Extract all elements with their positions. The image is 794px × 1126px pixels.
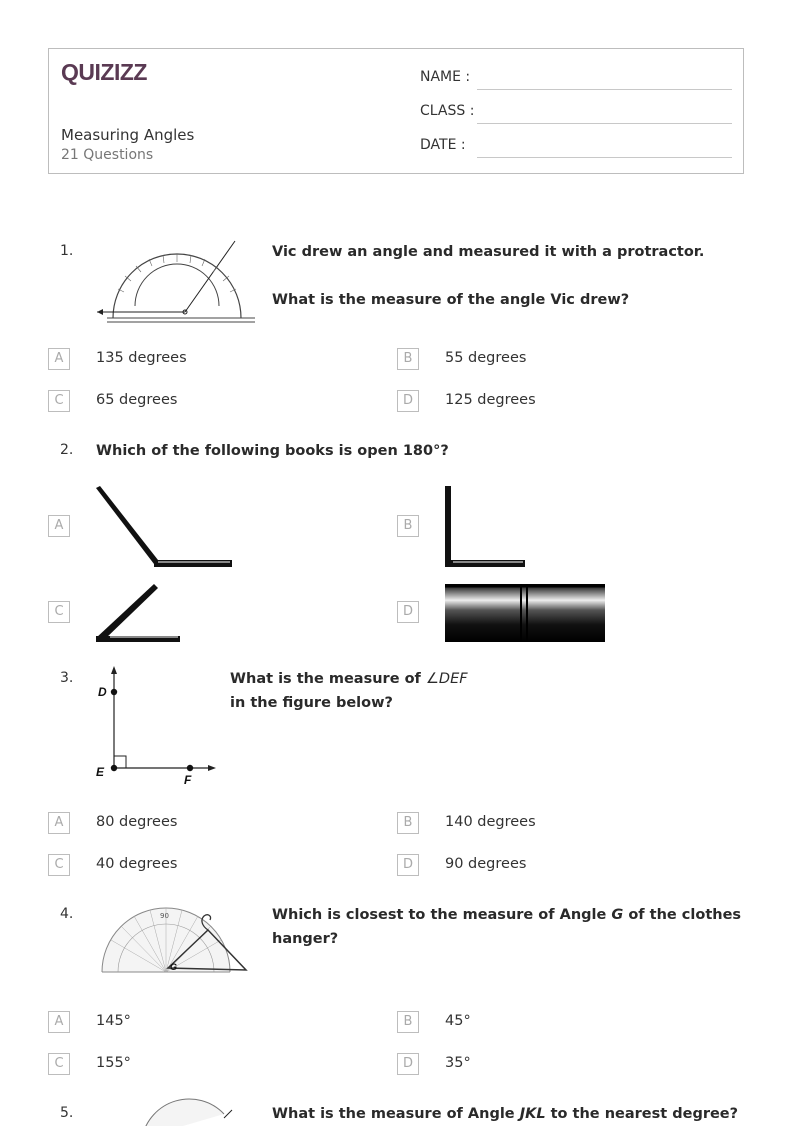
option-c-text[interactable]: 40 degrees — [96, 856, 178, 872]
question-count: 21 Questions — [61, 147, 154, 163]
date-line[interactable] — [477, 157, 732, 158]
option-b-box[interactable]: B — [397, 515, 419, 537]
option-d-text[interactable]: 35° — [445, 1055, 471, 1071]
angle-def-figure — [92, 664, 218, 788]
book-open-180-image[interactable] — [445, 584, 605, 642]
quizizz-logo: QUIZIZZ — [61, 59, 147, 85]
book-open-45-image[interactable] — [96, 582, 182, 644]
svg-text:G: G — [170, 962, 178, 972]
option-c-box[interactable]: C — [48, 854, 70, 876]
protractor-image — [95, 238, 260, 328]
svg-text:90: 90 — [160, 912, 169, 920]
option-a-text[interactable]: 135 degrees — [96, 350, 187, 366]
question-text: Which is closest to the measure of Angle G of the clothes — [272, 907, 742, 923]
question-text: hanger? — [272, 931, 339, 947]
option-c-text[interactable]: 155° — [96, 1055, 131, 1071]
option-b-box[interactable]: B — [397, 348, 419, 370]
angle-label: JKL — [519, 1106, 546, 1122]
option-a-text[interactable]: 80 degrees — [96, 814, 178, 830]
question-number: 3. — [60, 670, 74, 686]
option-d-box[interactable]: D — [397, 390, 419, 412]
option-c-text[interactable]: 65 degrees — [96, 392, 178, 408]
option-d-text[interactable]: 90 degrees — [445, 856, 527, 872]
question-number: 1. — [60, 243, 74, 259]
option-a-box[interactable]: A — [48, 1011, 70, 1033]
option-b-box[interactable]: B — [397, 812, 419, 834]
option-d-box[interactable]: D — [397, 854, 419, 876]
option-a-box[interactable]: A — [48, 348, 70, 370]
option-b-text[interactable]: 55 degrees — [445, 350, 527, 366]
name-line[interactable] — [477, 89, 732, 90]
class-label: CLASS : — [420, 103, 475, 119]
class-line[interactable] — [477, 123, 732, 124]
option-c-box[interactable]: C — [48, 390, 70, 412]
question-number: 5. — [60, 1105, 74, 1121]
name-label: NAME : — [420, 69, 471, 85]
angle-notation: ∠DEF — [425, 671, 468, 687]
date-label: DATE : — [420, 137, 466, 153]
book-open-120-image[interactable] — [96, 486, 236, 570]
option-c-box[interactable]: C — [48, 1053, 70, 1075]
option-d-box[interactable]: D — [397, 601, 419, 623]
worksheet-title: Measuring Angles — [61, 126, 195, 144]
question-text: What is the measure of Angle JKL to the nearest degree? — [272, 1106, 739, 1122]
question-text: Which of the following books is open 180°? — [96, 443, 449, 459]
worksheet-header — [48, 48, 744, 174]
angle-label: G — [611, 907, 624, 923]
option-b-text[interactable]: 140 degrees — [445, 814, 536, 830]
option-b-text[interactable]: 45° — [445, 1013, 471, 1029]
point-d-label: D — [98, 685, 107, 699]
option-a-text[interactable]: 145° — [96, 1013, 131, 1029]
question-text: in the figure below? — [230, 695, 393, 711]
question-number: 4. — [60, 906, 74, 922]
question-text: What is the measure of ∠DEF — [230, 671, 468, 687]
option-d-text[interactable]: 125 degrees — [445, 392, 536, 408]
point-f-label: F — [184, 773, 192, 787]
question-number: 2. — [60, 442, 74, 458]
option-c-box[interactable]: C — [48, 601, 70, 623]
option-a-box[interactable]: A — [48, 812, 70, 834]
book-open-90-image[interactable] — [445, 486, 529, 570]
protractor-image — [140, 1108, 240, 1123]
option-b-box[interactable]: B — [397, 1011, 419, 1033]
option-d-box[interactable]: D — [397, 1053, 419, 1075]
question-text: What is the measure of the angle Vic drew? — [272, 292, 630, 308]
option-a-box[interactable]: A — [48, 515, 70, 537]
protractor-hanger-image — [98, 904, 250, 978]
point-e-label: E — [96, 765, 105, 779]
question-text: Vic drew an angle and measured it with a protractor. — [272, 244, 705, 260]
